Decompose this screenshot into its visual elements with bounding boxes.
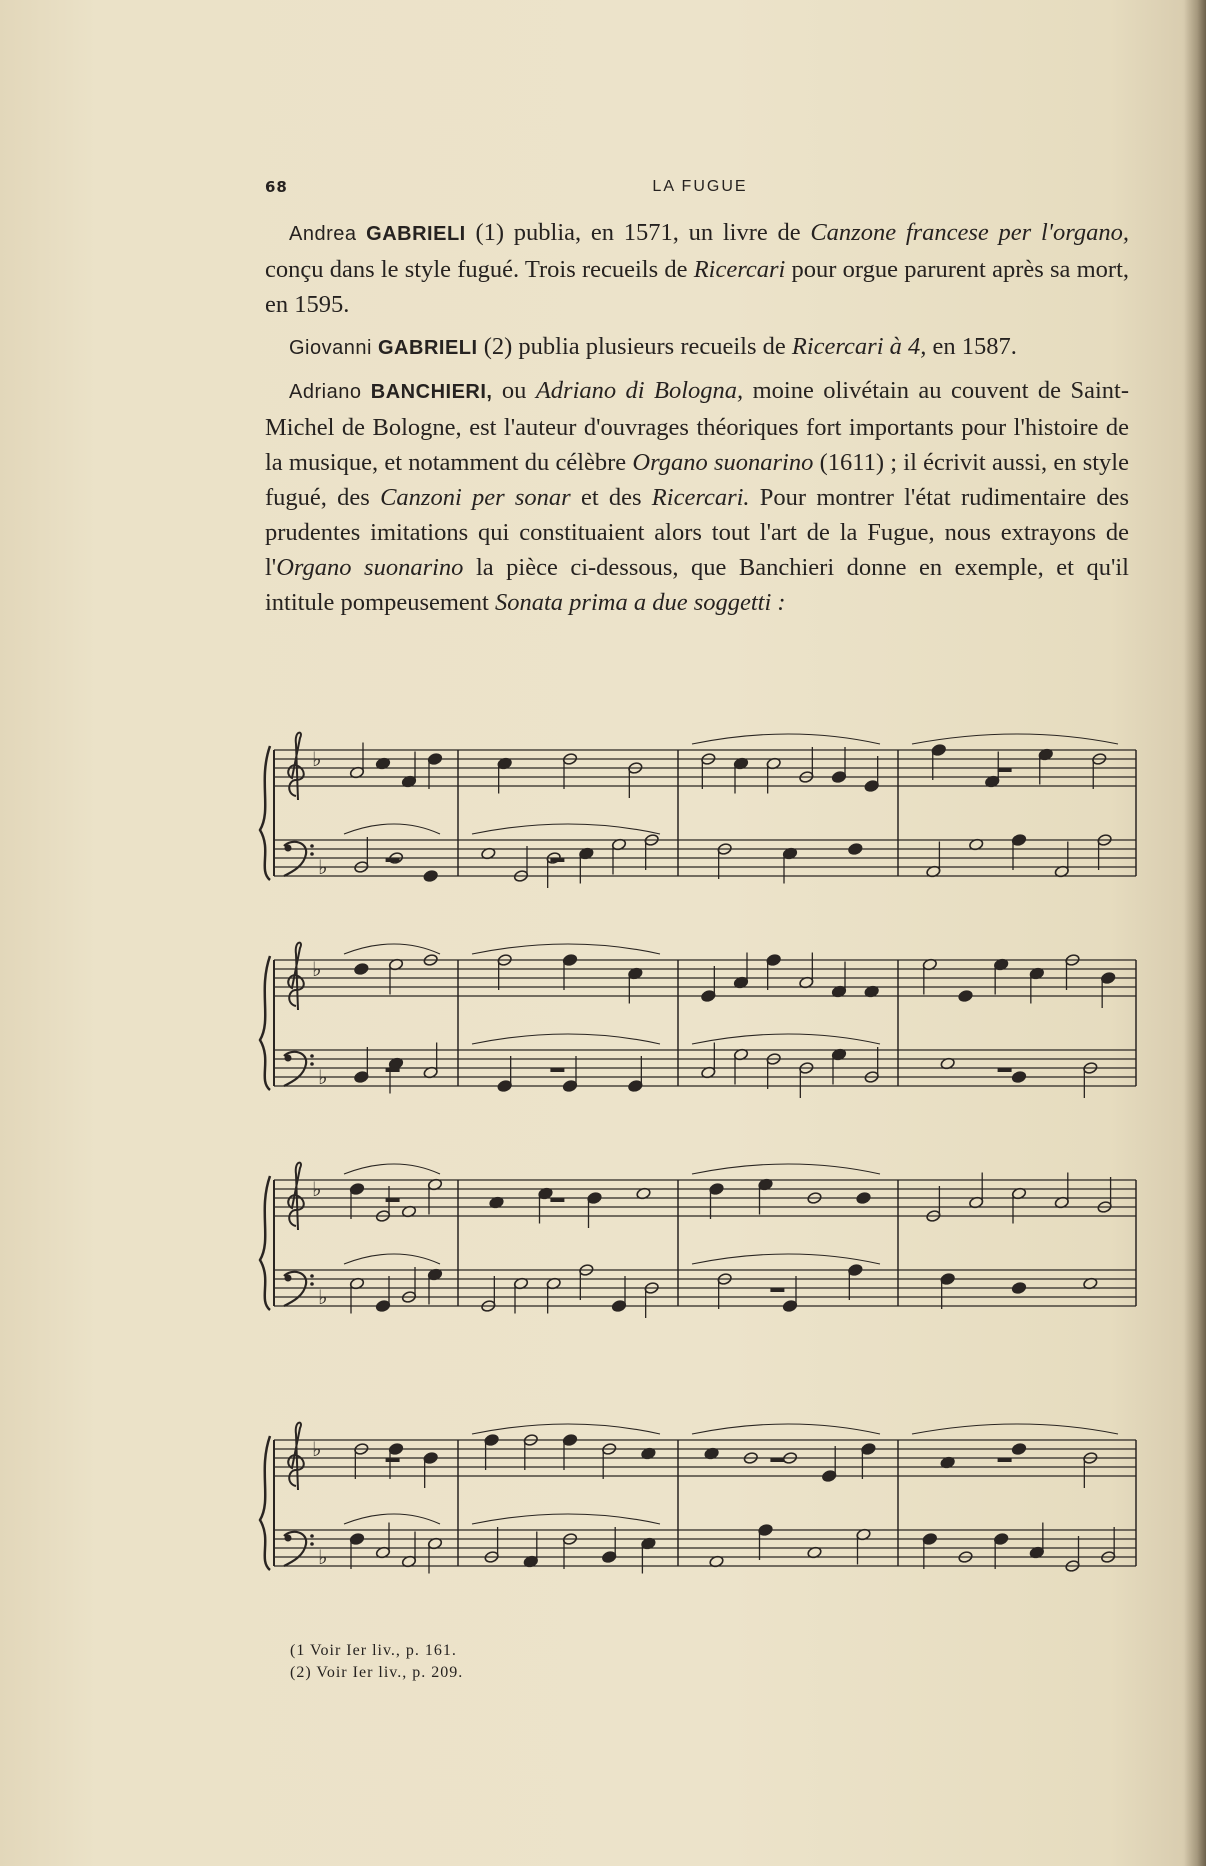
slur xyxy=(472,944,660,954)
slur xyxy=(344,944,440,954)
slur xyxy=(692,1164,880,1174)
slur xyxy=(472,1424,660,1434)
paragraph-andrea-gabrieli: Andrea GABRIELI (1) publia, en 1571, un livre de Canzone francese per l'organo, conçu dans le style fugué. Trois recueils de Ricercari pour orgue parurent après sa mort, en 1595. xyxy=(265,219,1130,318)
rest xyxy=(770,1458,784,1462)
footnote-2: (2) Voir Ier liv., p. 209. xyxy=(290,1664,464,1681)
slur xyxy=(912,734,1118,744)
slur xyxy=(472,824,660,834)
bass-clef-dot xyxy=(310,844,314,848)
treble-clef-icon xyxy=(288,943,304,1010)
score-svg xyxy=(258,710,1138,1630)
rest xyxy=(550,858,564,862)
composer-name: Andrea GABRIELI xyxy=(289,223,466,245)
composer-name: Giovanni GABRIELI xyxy=(289,337,478,359)
page-number: 68 xyxy=(265,178,288,196)
flat-icon: ♭ xyxy=(312,747,322,771)
note-head xyxy=(423,869,438,882)
note-head xyxy=(354,962,369,975)
flat-icon: ♭ xyxy=(318,1065,328,1089)
paragraph-banchieri: Adriano BANCHIERI, ou Adriano di Bologna, moine olivétain au couvent de Saint-Michel de Bologne, est l'auteur d'ouvrages théoriques fort importants pour l'histoire de la musique, et notamment du célèbre Organo suonarino (1611) ; il écrivit aussi, en style fugué, des Canzoni per sonar et des Ricercari. Pour montrer l'état rudimentaire des prudentes imitations qui constituaient alors tout l'art de la Fugue, nous extrayons de l'Organo suonarino la pièce ci-dessous, que Banchieri donne en exemple, et qu'il intitule pompeusement Sonata prima a due soggetti : xyxy=(265,377,1130,616)
work-title: Ricercari. xyxy=(651,484,750,511)
slur xyxy=(344,1164,440,1174)
system-brace xyxy=(260,1436,270,1570)
slur xyxy=(692,734,880,744)
system-brace xyxy=(260,746,270,880)
bass-clef-dot xyxy=(285,1535,292,1542)
bass-clef-dot xyxy=(285,1275,292,1282)
work-title: Ricercari xyxy=(693,256,786,283)
rest xyxy=(998,1458,1012,1462)
bass-clef-dot xyxy=(310,1274,314,1278)
slur xyxy=(692,1254,880,1264)
note-head xyxy=(1011,1442,1026,1455)
work-title: Ricercari à 4, xyxy=(791,333,927,360)
note-head xyxy=(958,989,973,1002)
composer-name: Adriano BANCHIERI, xyxy=(289,381,493,403)
running-title: LA FUGUE xyxy=(652,178,748,195)
work-title: Canzone francese per l'organo, xyxy=(810,219,1129,246)
footnotes xyxy=(290,1640,690,1684)
note-head xyxy=(1011,1281,1026,1294)
bass-clef-dot xyxy=(285,1055,292,1062)
rest xyxy=(386,858,400,862)
system-brace xyxy=(260,956,270,1090)
bass-clef-dot xyxy=(310,1542,314,1546)
system-brace xyxy=(260,1176,270,1310)
music-score xyxy=(258,710,1138,1630)
note-head xyxy=(1011,1070,1026,1083)
slur xyxy=(344,824,440,834)
treble-clef-icon xyxy=(288,1423,304,1490)
slur xyxy=(692,1424,880,1434)
note-head xyxy=(856,1191,871,1204)
rest xyxy=(550,1068,564,1072)
rest xyxy=(386,1068,400,1072)
page-spine-shadow xyxy=(1184,0,1206,1866)
footnote-1: (1 Voir Ier liv., p. 161. xyxy=(290,1642,457,1659)
work-title: Organo suonarino xyxy=(632,449,814,476)
work-title: Canzoni per sonar xyxy=(380,484,571,511)
note-head xyxy=(848,842,863,855)
flat-icon: ♭ xyxy=(318,855,328,879)
page-header xyxy=(265,178,1135,202)
rest xyxy=(550,1198,564,1202)
flat-icon: ♭ xyxy=(318,1545,328,1569)
footnote-ref: (2) xyxy=(483,333,513,360)
body-text xyxy=(265,215,1129,627)
slur xyxy=(472,1514,660,1524)
slur xyxy=(692,1034,880,1044)
flat-icon: ♭ xyxy=(312,1177,322,1201)
work-title: Organo suonarino xyxy=(276,554,464,581)
rest xyxy=(770,1288,784,1292)
bass-clef-dot xyxy=(310,1054,314,1058)
flat-icon: ♭ xyxy=(312,1437,322,1461)
slur xyxy=(472,1034,660,1044)
work-title: Adriano di Bologna, xyxy=(535,377,744,404)
rest xyxy=(998,1068,1012,1072)
flat-icon: ♭ xyxy=(312,957,322,981)
slur xyxy=(912,1424,1118,1434)
footnote-ref: (1) xyxy=(475,219,505,246)
work-title: Sonata prima a due soggetti : xyxy=(495,589,786,616)
slur xyxy=(344,1514,440,1524)
bass-clef-dot xyxy=(310,1062,314,1066)
slur xyxy=(344,1254,440,1264)
treble-clef-icon xyxy=(288,1163,304,1230)
paragraph-giovanni-gabrieli: Giovanni GABRIELI (2) publia plusieurs recueils de Ricercari à 4, en 1587. xyxy=(289,333,1017,360)
rest xyxy=(386,1458,400,1462)
treble-clef-icon xyxy=(288,733,304,800)
bass-clef-dot xyxy=(310,1534,314,1538)
bass-clef-dot xyxy=(310,852,314,856)
rest xyxy=(998,768,1012,772)
bass-clef-dot xyxy=(310,1282,314,1286)
bass-clef-dot xyxy=(285,845,292,852)
rest xyxy=(386,1198,400,1202)
flat-icon: ♭ xyxy=(318,1285,328,1309)
